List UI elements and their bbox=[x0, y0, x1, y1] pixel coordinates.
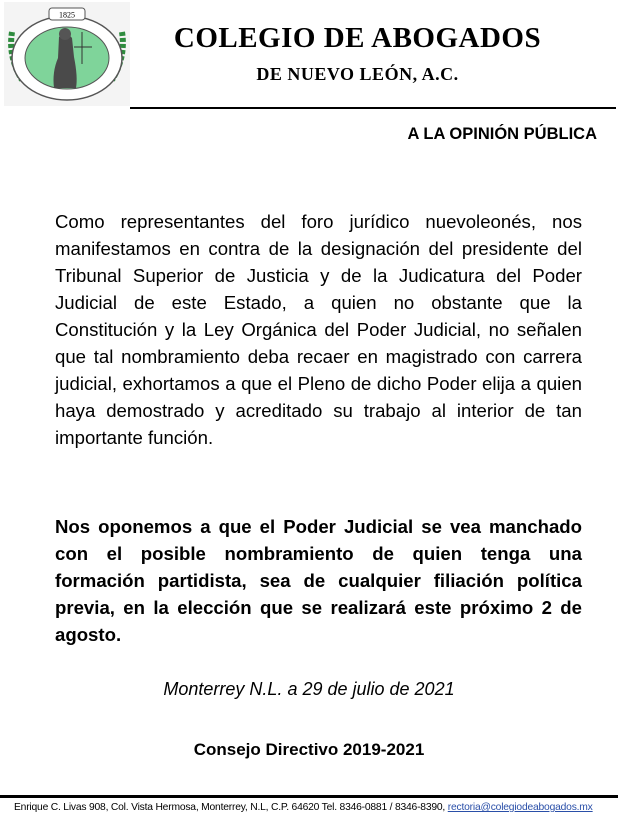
body-paragraph-2: Nos oponemos a que el Poder Judicial se vea manchado con el posible nombramiento de quien tenga una formación partidista, sea de cualquier filiación política previa, en la elección que se realizará este próximo 2 de agosto. bbox=[55, 516, 582, 645]
date-line: Monterrey N.L. a 29 de julio de 2021 bbox=[163, 679, 455, 699]
organization-title: COLEGIO DE ABOGADOS bbox=[173, 22, 542, 54]
organization-subtitle: DE NUEVO LEÓN, A.C. bbox=[256, 64, 459, 84]
footer-address: Enrique C. Livas 908, Col. Vista Hermosa, Monterrey, N.L, C.P. 64620 Tel. 8346-0881 / 8346-8390, bbox=[14, 802, 448, 813]
footer-divider bbox=[0, 795, 618, 798]
signature-council: Consejo Directivo 2019-2021 bbox=[193, 740, 425, 759]
body-paragraph-1: Como representantes del foro jurídico nuevoleonés, nos manifestamos en contra de la designación del presidente del Tribunal Superior de Justicia y de la Judicatura del Poder Judicial de este Estado, a quien no obstante que la Constitución y la Ley Orgánica del Poder Judicial, no señalen que tal nombramiento deba recaer en magistrado con carrera judicial, exhortamos a que el Pleno de dicho Poder elija a quien haya demostrado y acreditado su trabajo al interior de tan importante función. bbox=[55, 211, 582, 448]
document-heading: A LA OPINIÓN PÚBLICA bbox=[407, 125, 597, 143]
header-divider bbox=[130, 107, 616, 109]
footer-contact bbox=[14, 802, 593, 813]
svg-text:1825: 1825 bbox=[59, 10, 75, 20]
college-logo bbox=[4, 2, 130, 106]
footer-email-link[interactable]: rectoria@colegiodeabogados.mx bbox=[447, 802, 593, 813]
